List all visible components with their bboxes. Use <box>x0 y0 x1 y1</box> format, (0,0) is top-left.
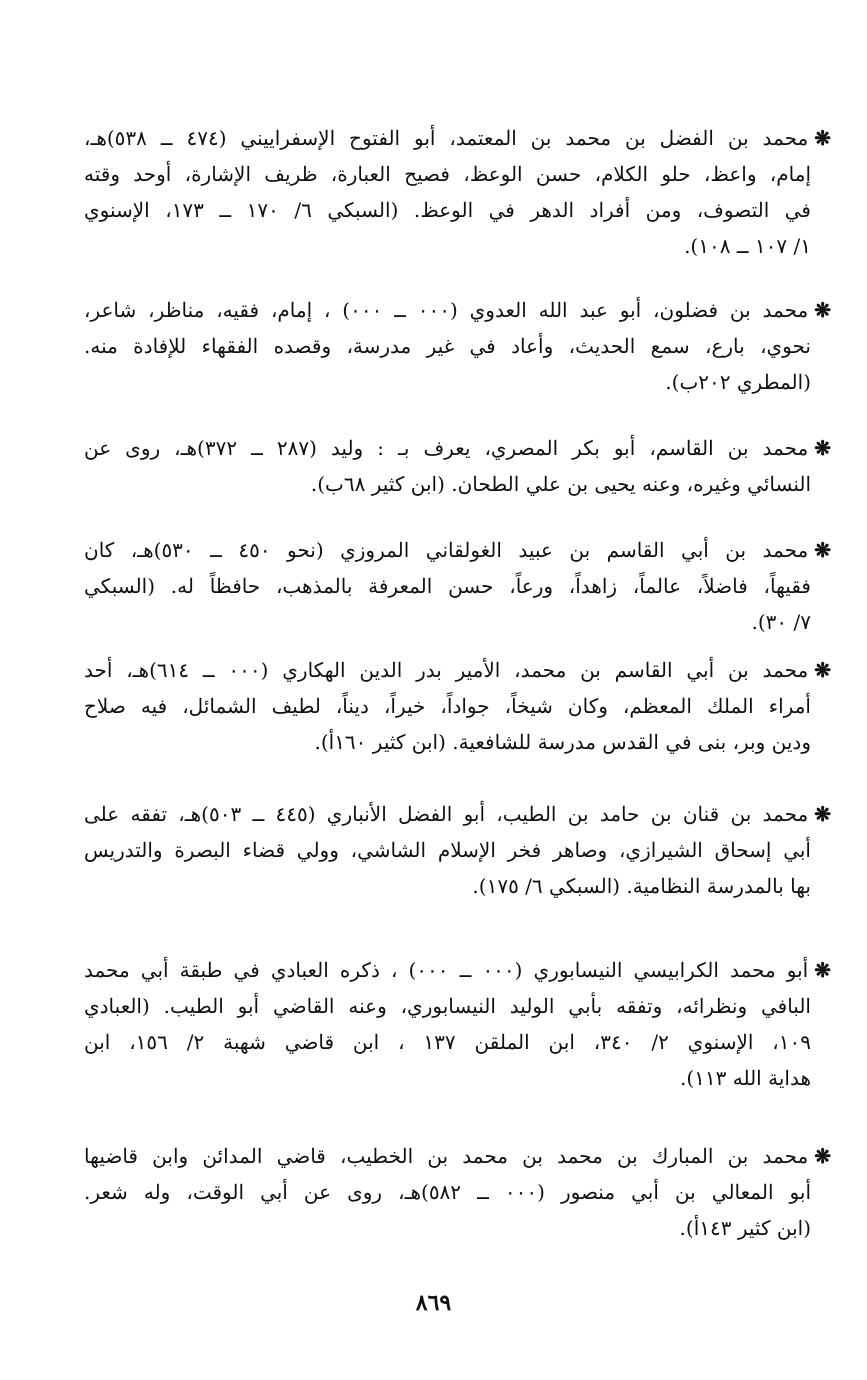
entry-line: ❋محمد بن قنان بن حامد بن الطيب، أبو الفضل الأنباري (٤٤٥ ــ ٥٠٣)هـ، تفقه على <box>84 802 831 826</box>
entry-line: في التصوف، ومن أفراد الدهر في الوعظ. (السبكي ٦/ ١٧٠ ــ ١٧٣، الإسنوي <box>84 198 811 222</box>
entry-line: فقيهاً، فاضلاً، عالماً، زاهداً، ورعاً، حسن المعرفة بالمذهب، حافظاً له. (السبكي <box>84 574 811 598</box>
entry-line: ٧/ ٣٠). <box>751 610 811 634</box>
entry-line: ❋محمد بن أبي القاسم بن عبيد الغولقاني المروزي (نحو ٤٥٠ ــ ٥٣٠)هـ، كان <box>84 538 831 562</box>
entry-line: أبي إسحاق الشيرازي، وصاهر فخر الإسلام الشاشي، وولي قضاء البصرة والتدريس <box>84 838 811 862</box>
entry-line: ❋محمد بن المبارك بن محمد بن محمد بن الخطيب، قاضي المدائن وابن قاضيها <box>84 1144 831 1168</box>
entry-line: (ابن كثير ١٤٣أ). <box>679 1216 811 1240</box>
entry-line: بها بالمدرسة النظامية. (السبكي ٦/ ١٧٥). <box>472 874 811 898</box>
entry-line: نحوي، بارع، سمع الحديث، وأعاد في غير مدرسة، وقصده الفقهاء للإفادة منه. <box>84 334 811 358</box>
entry-line: ودين وبر، بنى في القدس مدرسة للشافعية. (ابن كثير ١٦٠أ). <box>314 730 811 754</box>
bullet-icon: ❋ <box>814 298 831 322</box>
entry-line: هداية الله ١١٣). <box>679 1066 811 1090</box>
bullet-icon: ❋ <box>814 1144 831 1168</box>
entry-line: ❋أبو محمد الكرابيسي النيسابوري (٠٠٠ ــ ٠٠٠) ، ذكره العبادي في طبقة أبي محمد <box>84 958 831 982</box>
biography-entry <box>84 292 831 400</box>
bullet-icon: ❋ <box>814 958 831 982</box>
entry-line: ١/ ١٠٧ ــ ١٠٨). <box>684 234 811 258</box>
entry-line: ١٠٩، الإسنوي ٢/ ٣٤٠، ابن الملقن ١٣٧ ، ابن قاضي شهبة ٢/ ١٥٦، ابن <box>84 1030 811 1054</box>
page-number: ٨٦٩ <box>415 1290 452 1316</box>
entry-line: ❋محمد بن الفضل بن محمد بن المعتمد، أبو الفتوح الإسفراييني (٤٧٤ ــ ٥٣٨)هـ، <box>84 126 831 150</box>
biography-entry <box>84 796 831 904</box>
biography-entry <box>84 430 831 502</box>
entry-line: إمام، واعظ، حلو الكلام، حسن الوعظ، فصيح العبارة، ظريف الإشارة، أوحد وقته <box>84 162 811 186</box>
entry-line: البافي ونظرائه، وتفقه بأبي الوليد النيسابوري، وعنه القاضي أبو الطيب. (العبادي <box>84 994 811 1018</box>
entry-line: النسائي وغيره، وعنه يحيى بن علي الطحان. (ابن كثير ٦٨ب). <box>310 472 811 496</box>
entry-line: أبو المعالي بن أبي منصور (٠٠٠ ــ ٥٨٢)هـ، روى عن أبي الوقت، وله شعر. <box>84 1180 812 1204</box>
entry-line: ❋محمد بن فضلون، أبو عبد الله العدوي (٠٠٠ ــ ٠٠٠) ، إمام، فقيه، مناظر، شاعر، <box>84 298 831 322</box>
biography-entry <box>84 1138 831 1246</box>
entry-line: أمراء الملك المعظم، وكان شيخاً، جواداً، خيراً، ديناً، لطيف الشمائل، فيه صلاح <box>84 694 811 718</box>
entry-line: ❋محمد بن أبي القاسم بن محمد، الأمير بدر الدين الهكاري (٠٠٠ ــ ٦١٤)هـ، أحد <box>84 658 831 682</box>
bullet-icon: ❋ <box>814 802 831 826</box>
bullet-icon: ❋ <box>814 658 831 682</box>
bullet-icon: ❋ <box>814 436 831 460</box>
bullet-icon: ❋ <box>814 538 831 562</box>
biography-entry <box>84 952 831 1096</box>
biography-entry <box>84 532 831 640</box>
bullet-icon: ❋ <box>814 126 831 150</box>
entry-line: (المطري ٢٠٢ب). <box>665 370 811 394</box>
entry-line: ❋محمد بن القاسم، أبو بكر المصري، يعرف بـ : وليد (٢٨٧ ــ ٣٧٢)هـ، روى عن <box>84 436 831 460</box>
biography-entry <box>84 120 831 264</box>
biography-entry <box>84 652 831 760</box>
